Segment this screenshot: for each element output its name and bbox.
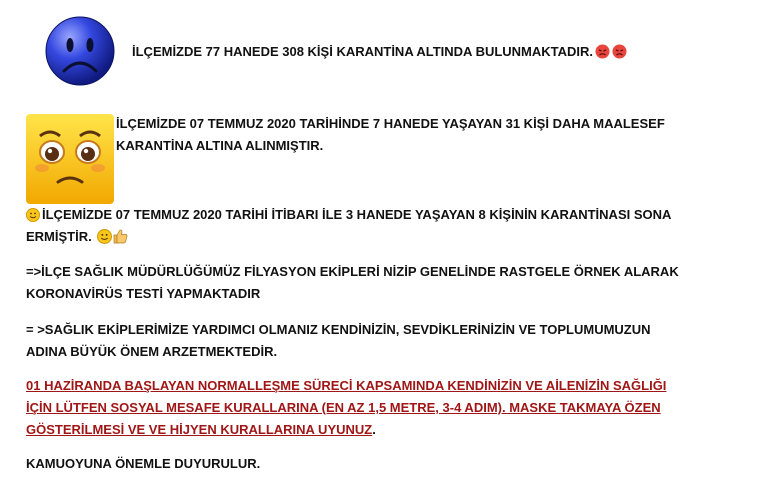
paragraph-quarantine-ended	[26, 204, 671, 248]
text-line: ERMİŞTİR.	[26, 226, 671, 248]
paragraph-health-teams	[26, 319, 651, 363]
text-line: KARANTİNA ALTINA ALINMIŞTIR.	[116, 138, 324, 153]
thumbs-up-icon	[112, 228, 128, 244]
paragraph-filiation-teams	[26, 261, 679, 305]
text-line: İLÇEMİZDE 07 TEMMUZ 2020 TARİHİNDE 7 HANEDE YAŞAYAN 31 KİŞİ DAHA MAALESEF	[116, 116, 665, 131]
text-line: 01 HAZİRANDA BAŞLAYAN NORMALLEŞME SÜRECİ KAPSAMINDA KENDİNİZİN VE AİLENİZİN SAĞLIĞI	[26, 378, 667, 393]
text-line: =>İLÇE SAĞLIK MÜDÜRLÜĞÜMÜZ FİLYASYON EKİPLERİ NİZİP GENELİNDE RASTGELE ÖRNEK ALARAK	[26, 264, 679, 279]
announcement-closing: KAMUOYUNA ÖNEMLE DUYURULUR.	[26, 456, 261, 471]
angry-face-icon	[612, 44, 627, 59]
text-line: İLÇEMİZDE 07 TEMMUZ 2020 TARİHİ İTİBARI İLE 3 HANEDE YAŞAYAN 8 KİŞİNİN KARANTİNASI SONA	[26, 204, 671, 226]
smile-icon	[26, 208, 40, 222]
text-line: KORONAVİRÜS TESTİ YAPMAKTADIR	[26, 286, 261, 301]
text-line: İÇİN LÜTFEN SOSYAL MESAFE KURALLARINA (EN AZ 1,5 METRE, 3-4 ADIM). MASKE TAKMAYA ÖZEN	[26, 400, 661, 415]
sad-face-icon	[44, 15, 116, 87]
text-line: ADINA BÜYÜK ÖNEM ARZETMEKTEDİR.	[26, 344, 278, 359]
headline-quarantine: İLÇEMİZDE 77 HANEDE 308 KİŞİ KARANTİNA ALTINDA BULUNMAKTADIR.	[132, 41, 627, 63]
text-line: GÖSTERİLMESİ VE VE HİJYEN KURALLARINA UYUNUZ.	[26, 422, 376, 437]
smile-icon	[97, 229, 112, 244]
paragraph-normalization-warning	[26, 375, 666, 441]
teary-face-icon	[26, 114, 114, 204]
text-line: = >SAĞLIK EKİPLERİMİZE YARDIMCI OLMANIZ KENDİNİZİN, SEVDİKLERİNİZİN VE TOPLUMUMUZUN	[26, 322, 651, 337]
paragraph-new-quarantine	[116, 113, 665, 157]
angry-face-icon	[595, 44, 610, 59]
